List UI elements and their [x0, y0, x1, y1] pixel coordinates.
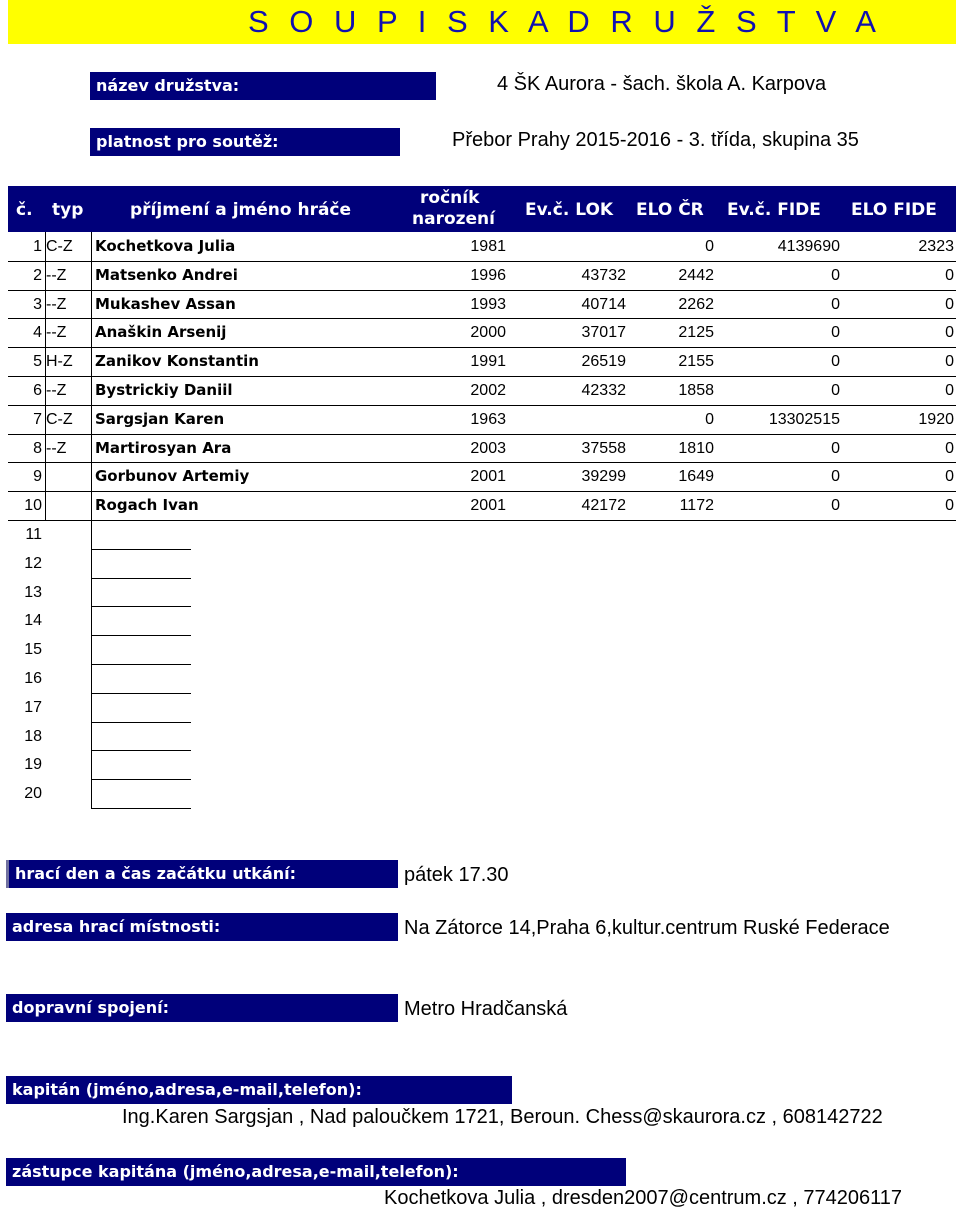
- cell-elo-fide: 1920: [918, 410, 954, 428]
- table-row: [8, 261, 956, 290]
- cell-birth-year: 2000: [470, 324, 506, 342]
- captain-label: kapitán (jméno,adresa,e-mail,telefon):: [6, 1076, 512, 1104]
- row-divider: [91, 664, 191, 665]
- cell-elo-fide: 2323: [918, 238, 954, 255]
- table-row: [8, 693, 956, 722]
- cell-elo-fide: 0: [945, 266, 954, 284]
- cell-birth-year: 2003: [470, 439, 506, 457]
- table-header: [8, 186, 956, 232]
- cell-no: 18: [24, 727, 42, 745]
- cell-player-name: Mukashev Assan: [95, 294, 236, 313]
- table-row: [8, 722, 956, 751]
- page-title: S O U P I S K A D R U Ž S T V A: [248, 4, 882, 39]
- cell-no: 4: [33, 324, 42, 342]
- table-row: [8, 347, 956, 376]
- cell-birth-year: 2001: [470, 497, 506, 515]
- row-divider: [91, 549, 191, 550]
- vice-captain-value: Kochetkova Julia , dresden2007@centrum.cz , 774206117: [384, 1187, 903, 1209]
- table-row: [8, 578, 956, 607]
- transport-value: Metro Hradčanská: [404, 998, 568, 1020]
- row-divider: [91, 808, 191, 809]
- cell-elo-cr: 2125: [678, 324, 714, 342]
- cell-fide-id: 0: [831, 266, 840, 284]
- cell-no: 15: [24, 641, 42, 659]
- cell-elo-cr: 2262: [678, 295, 714, 313]
- cell-type: --Z: [46, 439, 67, 457]
- col-type-header: typ: [52, 200, 84, 220]
- table-row: [8, 750, 956, 779]
- row-divider: [91, 693, 191, 694]
- cell-no: 1: [33, 238, 42, 255]
- cell-type: --Z: [46, 382, 67, 399]
- row-divider: [8, 290, 956, 291]
- cell-no: 8: [33, 439, 42, 457]
- row-divider: [8, 434, 956, 435]
- team-name-value: 4 ŠK Aurora - šach. škola A. Karpova: [497, 73, 827, 95]
- cell-birth-year: 2001: [470, 468, 506, 486]
- cell-elo-cr: 1649: [678, 468, 714, 486]
- table-row: [8, 318, 956, 347]
- cell-lok-id: 26519: [581, 353, 626, 371]
- cell-player-name: Zanikov Konstantin: [95, 352, 259, 371]
- table-row: [8, 290, 956, 319]
- cell-elo-cr: 2442: [678, 266, 714, 284]
- table-row: [8, 376, 956, 405]
- cell-elo-fide: 0: [945, 353, 954, 371]
- cell-player-name: Gorbunov Artemiy: [95, 467, 250, 486]
- col-elo-cr-header: ELO ČR: [636, 200, 704, 220]
- cell-no: 5: [33, 353, 42, 371]
- row-divider: [91, 578, 191, 579]
- title-bar: [8, 0, 956, 44]
- cell-elo-cr: 0: [705, 410, 714, 428]
- cell-player-name: Rogach Ivan: [95, 496, 199, 515]
- cell-fide-id: 0: [831, 497, 840, 515]
- cell-fide-id: 13302515: [768, 410, 840, 428]
- cell-birth-year: 1996: [470, 266, 506, 284]
- cell-player-name: Matsenko Andrei: [95, 265, 238, 284]
- cell-no: 12: [24, 554, 42, 572]
- cell-no: 10: [24, 497, 42, 515]
- row-divider: [91, 779, 191, 780]
- transport-label: dopravní spojení:: [6, 994, 398, 1022]
- cell-fide-id: 0: [831, 353, 840, 371]
- cell-elo-cr: 1172: [679, 497, 714, 515]
- cell-lok-id: 37017: [581, 324, 626, 342]
- row-divider: [8, 491, 956, 492]
- row-divider: [8, 347, 956, 348]
- table-row: [8, 664, 956, 693]
- cell-no: 20: [24, 785, 42, 803]
- cell-player-name: Martirosyan Ara: [95, 438, 232, 457]
- cell-fide-id: 0: [831, 295, 840, 313]
- cell-player-name: Sargsjan Karen: [95, 409, 225, 428]
- row-divider: [91, 635, 191, 636]
- cell-birth-year: 1993: [470, 295, 506, 313]
- table-row: [8, 635, 956, 664]
- cell-no: 17: [24, 698, 42, 716]
- cell-type: H-Z: [46, 353, 73, 371]
- table-row: [8, 405, 956, 434]
- row-divider: [8, 318, 956, 319]
- cell-fide-id: 0: [831, 468, 840, 486]
- cell-lok-id: 43732: [581, 266, 626, 284]
- cell-elo-fide: 0: [945, 439, 954, 457]
- cell-no: 19: [24, 756, 42, 774]
- roster-table: [8, 232, 956, 808]
- table-row: [8, 520, 956, 549]
- row-divider: [8, 462, 956, 463]
- table-row: [8, 606, 956, 635]
- cell-birth-year: 1963: [470, 410, 506, 428]
- cell-type: C-Z: [46, 410, 73, 428]
- cell-elo-cr: 1858: [678, 382, 714, 399]
- cell-no: 6: [33, 382, 42, 399]
- cell-no: 14: [24, 612, 42, 630]
- cell-elo-fide: 0: [945, 295, 954, 313]
- cell-elo-cr: 1810: [678, 439, 714, 457]
- cell-lok-id: 42332: [581, 382, 626, 399]
- cell-no: 2: [33, 266, 42, 284]
- cell-lok-id: 40714: [581, 295, 626, 313]
- cell-fide-id: 4139690: [777, 238, 840, 255]
- cell-player-name: Anaškin Arsenij: [95, 323, 227, 342]
- row-divider: [8, 405, 956, 406]
- cell-no: 3: [33, 295, 42, 313]
- cell-elo-fide: 0: [945, 324, 954, 342]
- cell-birth-year: 1991: [470, 353, 506, 371]
- cell-no: 11: [25, 526, 42, 543]
- competition-value: Přebor Prahy 2015-2016 - 3. třída, skupina 35: [452, 129, 859, 151]
- row-divider: [8, 520, 956, 521]
- col-lok-header: Ev.č. LOK: [525, 200, 614, 220]
- row-divider: [91, 750, 191, 751]
- cell-lok-id: 42172: [581, 497, 626, 515]
- col-name-header: příjmení a jméno hráče: [130, 200, 352, 220]
- cell-player-name: Kochetkova Julia: [95, 237, 236, 255]
- captain-value: Ing.Karen Sargsjan , Nad paloučkem 1721, Beroun. Chess@skaurora.cz , 608142722: [122, 1106, 883, 1128]
- cell-elo-fide: 0: [945, 382, 954, 399]
- cell-fide-id: 0: [831, 382, 840, 399]
- col-no-header: č.: [16, 200, 33, 220]
- col-fide-id-header: Ev.č. FIDE: [727, 200, 821, 220]
- table-row: [8, 779, 956, 808]
- cell-type: --Z: [46, 324, 67, 342]
- cell-birth-year: 2002: [470, 382, 506, 399]
- cell-no: 9: [33, 468, 42, 486]
- row-divider: [8, 261, 956, 262]
- venue-label: adresa hrací místnosti:: [6, 913, 398, 941]
- col-elo-fide-header: ELO FIDE: [851, 200, 937, 220]
- team-name-label: název družstva:: [90, 72, 436, 100]
- vice-captain-label: zástupce kapitána (jméno,adresa,e-mail,telefon):: [6, 1158, 626, 1186]
- competition-label: platnost pro soutěž:: [90, 128, 400, 156]
- cell-type: --Z: [46, 266, 67, 284]
- cell-elo-fide: 0: [945, 497, 954, 515]
- match-time-value: pátek 17.30: [404, 864, 509, 886]
- col-year-header-line1: ročník: [420, 188, 480, 208]
- match-time-label: hrací den a čas začátku utkání:: [6, 860, 398, 888]
- cell-type: C-Z: [46, 238, 73, 255]
- cell-type: --Z: [46, 295, 67, 313]
- table-row: [8, 491, 956, 520]
- cell-player-name: Bystrickiy Daniil: [95, 381, 233, 399]
- cell-lok-id: 39299: [581, 468, 626, 486]
- cell-birth-year: 1981: [470, 238, 506, 255]
- row-divider: [91, 722, 191, 723]
- cell-fide-id: 0: [831, 324, 840, 342]
- cell-elo-fide: 0: [945, 468, 954, 486]
- table-row: [8, 232, 956, 261]
- col-year-header-line2: narození: [412, 209, 495, 229]
- table-row: [8, 462, 956, 491]
- cell-no: 16: [24, 670, 42, 687]
- table-row: [8, 434, 956, 463]
- table-row: [8, 549, 956, 578]
- cell-elo-cr: 0: [705, 238, 714, 255]
- row-divider: [8, 376, 956, 377]
- cell-fide-id: 0: [831, 439, 840, 457]
- row-divider: [91, 606, 191, 607]
- cell-no: 13: [24, 583, 42, 601]
- venue-value: Na Zátorce 14,Praha 6,kultur.centrum Ruské Federace: [404, 917, 890, 939]
- cell-elo-cr: 2155: [678, 353, 714, 371]
- cell-lok-id: 37558: [581, 439, 626, 457]
- cell-no: 7: [33, 410, 42, 428]
